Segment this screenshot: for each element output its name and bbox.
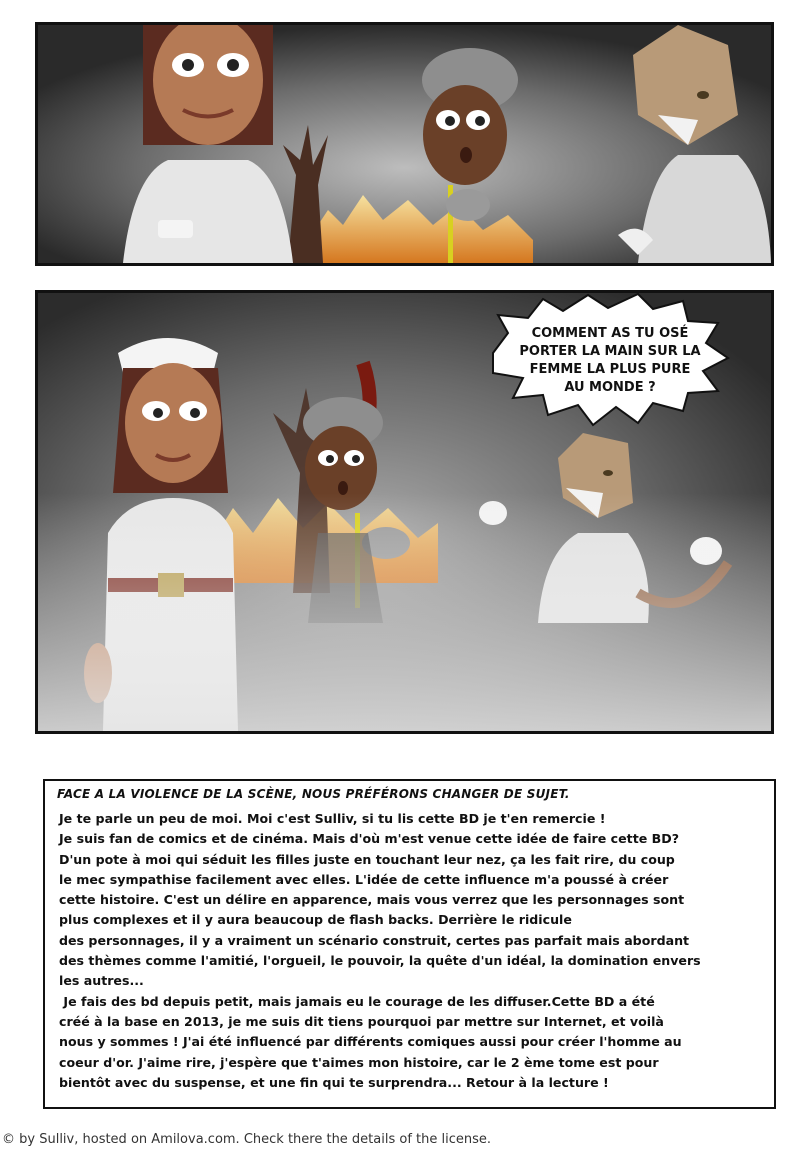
speech-bubble-line-3: FEMME LA PLUS PURE <box>529 362 691 377</box>
caption-line: des personnages, il y a vraiment un scénario construit, certes pas parfait mais abordant <box>59 932 690 948</box>
maid-character <box>123 25 293 263</box>
caption-line: Je te parle un peu de moi. Moi c'est Sulliv, si tu lis cette BD je t'en remercie ! <box>59 811 606 826</box>
panel-1-illustration <box>38 25 771 263</box>
caption-line: des thèmes comme l'amitié, l'orgueil, le pouvoir, la quête d'un idéal, la domination envers <box>59 953 701 969</box>
license-footer: © by Sulliv, hosted on Amilova.com. Check there the details of the license. <box>2 1132 492 1147</box>
caption-box <box>43 779 776 1109</box>
panel-2-illustration <box>38 293 771 731</box>
caption-title: FACE A LA VIOLENCE DE LA SCÈNE, NOUS PRÉFÉRONS CHANGER DE SUJET. <box>57 787 570 801</box>
caption-line: Je suis fan de comics et de cinéma. Mais d'où m'est venue cette idée de faire cette BD? <box>59 831 680 847</box>
caption-line: cette histoire. C'est un délire en apparence, mais vous verrez que les personnages sont <box>59 892 685 908</box>
caption-line: nous y sommes ! J'ai été influencé par différents comiques aussi pour créer l'homme au <box>59 1034 682 1050</box>
caption-line: le mec sympathise facilement avec elles. L'idée de cette influence m'a poussé à créer <box>59 871 669 887</box>
caption-line: les autres... <box>59 973 144 989</box>
speech-bubble-line-2: PORTER LA MAIN SUR LA <box>519 344 701 359</box>
caption-line: coeur d'or. J'aime rire, j'espère que t'aimes mon histoire, car le 2 ème tome est pour <box>59 1054 659 1070</box>
caption-body <box>59 809 764 1093</box>
speech-bubble-line-4: AU MONDE ? <box>564 380 656 395</box>
caption-line: créé à la base en 2013, je me suis dit tiens pourquoi par mettre sur Internet, et voilà <box>59 1013 664 1029</box>
caption-line: plus complexes et il y aura beaucoup de flash backs. Derrière le ridicule <box>59 912 572 928</box>
comic-panel-2 <box>35 290 774 734</box>
caption-line: bientôt avec du suspense, et une fin qui te surprendra... Retour à la lecture ! <box>59 1074 609 1090</box>
speech-bubble-line-1: COMMENT AS TU OSÉ <box>531 326 689 341</box>
caption-line: D'un pote à moi qui séduit les filles juste en touchant leur nez, ça les fait rire, du coup <box>59 851 675 867</box>
comic-panel-1 <box>35 22 774 266</box>
caption-line: Je fais des bd depuis petit, mais jamais eu le courage de les diffuser.Cette BD a été <box>59 993 655 1009</box>
